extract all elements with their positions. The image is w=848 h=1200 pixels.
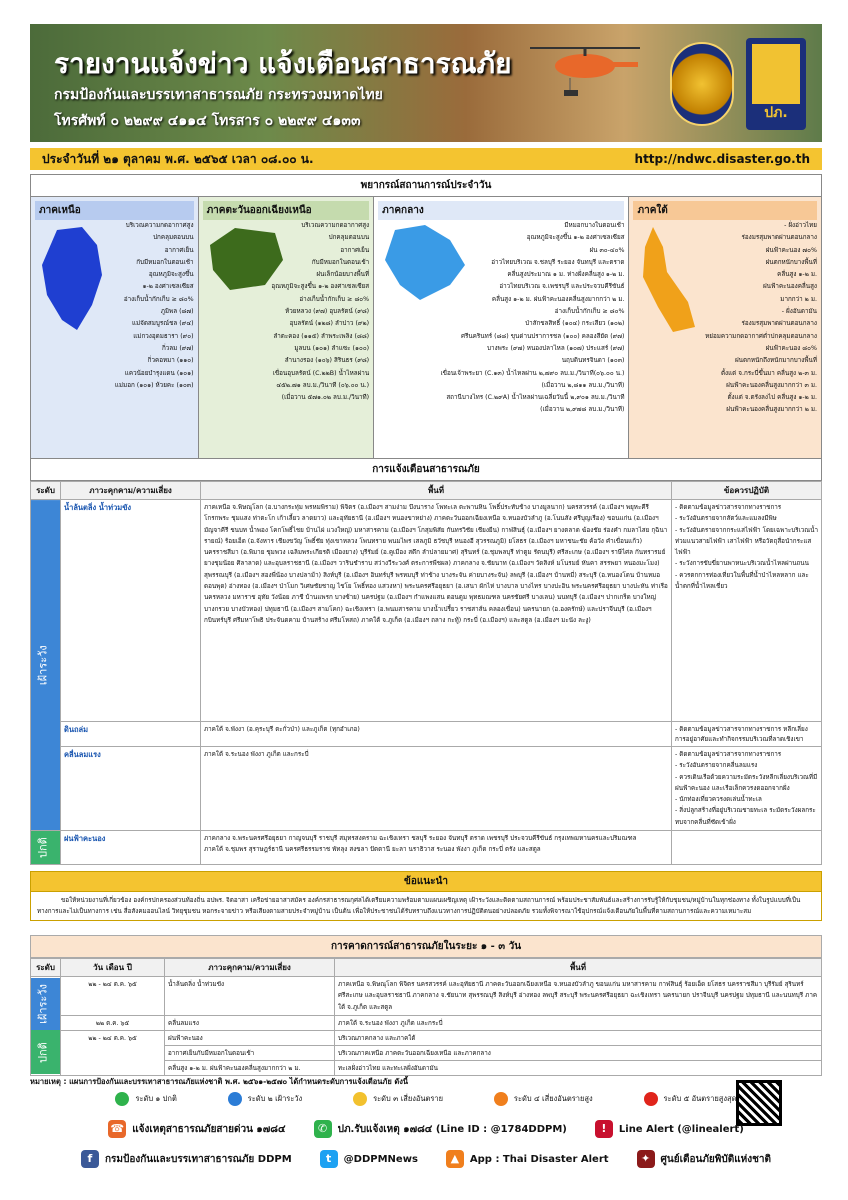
line-link[interactable]: [314, 1120, 567, 1138]
line-icon: ✆: [314, 1120, 332, 1138]
forecast-line: คลื่นสูงประมาณ ๑ ม. ห่างฝั่งคลื่นสูง ๑-๒ ม.: [507, 271, 625, 279]
table-row: [31, 831, 822, 865]
forecast-line: ป่าสักชลสิทธิ์ (๑๐๔) กระเสียว (๑๐๒): [525, 320, 625, 328]
warning-header-row: [31, 482, 822, 500]
outlook-area: ทะเลฝั่งอ่าวไทย และทะเลฝั่งอันดามัน: [335, 1060, 822, 1075]
area-landslide: ภาคใต้ จ.พังงา (อ.คุระบุรี ตะกั่วป่า) และภูเก็ต (ทุกอำเภอ): [201, 722, 672, 747]
legend-level-4: [494, 1092, 593, 1106]
red-dot-icon: [644, 1092, 658, 1106]
region-south: [629, 197, 821, 458]
forecast-line: (เมื่อวาน ๕๗๑.๐๒ ลบ.ม./วินาที): [281, 394, 370, 402]
hazard-landslide: ดินถล่ม: [61, 722, 201, 747]
action-flood: - ติดตามข้อมูลข่าวสารจากทางราชการ - ระวังอันตรายจากสัตว์และแมลงมีพิษ - ระวังอันตรายจากกระแสไฟฟ้า โดยเฉพาะบริเวณน้ำท่วมแนวสายไฟฟ้า เสาไฟฟ้า หรือวัตถุสื่อนำกระแสไฟฟ้า - ระวังการขับขี่ยานพาหนะบริเวณน้ำไหลผ่านถนน - ควรตกการท่องเที่ยวในพื้นที่น้ำป่าไหลหลาก และน้ำตกที่น้ำไหลเชี่ยว: [672, 500, 822, 722]
table-row: [31, 1030, 822, 1045]
forecast-line: บริเวณความกดอากาศสูง: [125, 222, 194, 229]
contact-line: โทรศัพท์ ๐ ๒๒๙๙ ๔๑๑๔ โทรสาร ๐ ๒๒๙๙ ๔๑๓๓: [54, 113, 361, 129]
website-link[interactable]: http://ndwc.disaster.go.th: [634, 152, 810, 166]
facebook-label: กรมป้องกันและบรรเทาสาธารณภัย DDPM: [104, 1154, 292, 1165]
date-bar: [30, 148, 822, 170]
hotline-label: แจ้งเหตุสาธารณภัยสายด่วน ๑๗๘๔: [132, 1124, 286, 1135]
forecast-line: กิ่วคอหมา (๑๑๐): [147, 357, 194, 365]
outlook-date: ๒๒ - ๒๔ ต.ค. ๖๕: [61, 1030, 165, 1075]
twitter-link[interactable]: [320, 1150, 418, 1168]
legend: [30, 1076, 822, 1106]
outlook-header-row: [31, 959, 822, 977]
outlook-col-hazard: ภาวะคุกคาม/ความเสี่ยง: [165, 959, 335, 977]
table-row: [31, 1015, 822, 1030]
green-dot-icon: [115, 1092, 129, 1106]
col-level: ระดับ: [31, 482, 61, 500]
outlook-hazard: ฝนฟ้าคะนอง: [165, 1030, 335, 1045]
forecast-line: ฝนตกหนักถึงหนักมากบางพื้นที่: [734, 357, 817, 365]
forecast-line: ภูมิพล (๘๗): [160, 308, 194, 316]
center-emblem-icon: ✦: [637, 1150, 655, 1168]
forecast-line: กับมีหมอกในตอนเช้า: [136, 258, 194, 266]
phone-icon: ☎: [108, 1120, 126, 1138]
forecast-line: มีหมอกบางในตอนเช้า: [564, 222, 625, 229]
app-label: App : Thai Disaster Alert: [469, 1154, 609, 1165]
region-south-title: ภาคใต้: [633, 201, 817, 220]
outlook-area: ภาคเหนือ จ.พิษณุโลก พิจิตร นครสวรรค์ และอุทัยธานี ภาคตะวันออกเฉียงเหนือ จ.หนองบัวลำภู ขอนแก่น มหาสารคาม กาฬสินธุ์ ร้อยเอ็ด ยโสธร นครราชสีมา บุรีรัมย์ สุรินทร์ ศรีสะเกษ และอุบลราชธานี ภาคกลาง จ.ชัยนาท สุพรรณบุรี สิงห์บุรี อ่างทอง ลพบุรี สระบุรี พระนครศรีอยุธยา ฉะเชิงเทรา นครนายก ปราจีนบุรี นครปฐม ปทุมธานี และนนทบุรี ภาคใต้ จ.ภูเก็ต และสตูล: [335, 977, 822, 1016]
legend-level-label: ระดับ ๓ เสี่ยงอันตราย: [373, 1094, 444, 1103]
forecast-line: ตั้งแต่ จ.กระบี่ขึ้นมา คลื่นสูง ๒-๓ ม.: [720, 369, 817, 377]
northeast-map-icon: [205, 225, 285, 295]
line-alert-label: Line Alert (@linealert): [618, 1124, 744, 1135]
forecast-line: นฤบดินทรจินดา (๑๐๓): [561, 357, 625, 365]
forecast-line: ๔๕๒.๗๑ ลบ.ม./วินาที (๐๖.๐๐ น.): [276, 381, 370, 389]
forecast-line: ฝน ๓๐-๔๐%: [589, 246, 625, 254]
outlook-date: ๒๒ - ๒๔ ต.ค. ๖๕: [61, 977, 165, 1016]
forecast-line: ปกคลุมตอนบน: [328, 234, 370, 242]
forecast-line: ๑-๒ องศาเซลเซียส: [142, 283, 194, 291]
area-flood: ภาคเหนือ จ.พิษณุโลก (อ.บางกระทุ่ม พรหมพิราม) พิจิตร (อ.เมืองฯ สามง่าม บึงนาราง โพทะเล ตะพานหิน โพธิ์ประทับช้าง บางมูลนาก) นครสวรรค์ (อ.เมืองฯ พยุหะคีรี โกรกพระ ชุมแสง ท่าตะโก เก้าเลี้ยว ลาดยาว) และอุทัยธานี (อ.เมืองฯ หนองขาหย่าง) ภาคตะวันออกเฉียงเหนือ จ.หนองบัวลำภู (อ.โนนสัง ศรีบุญเรือง) ขอนแก่น (อ.เมืองฯ มัญจาคีรี ชนบท น้ำพอง โคกโพธิ์ไชย บ้านไผ่ แวงใหญ่) มหาสารคาม (อ.เมืองฯ โกสุมพิสัย กันทรวิชัย เชียงยืน) กาฬสินธุ์ (อ.เมืองฯ ยางตลาด ฆ้องชัย ร่องคำ กมลาไสย กุฉินารายณ์) ร้อยเอ็ด (อ.จังหาร เชียงขวัญ โพธิ์ชัย ทุ่งเขาหลวง โพนทราย พนมไพร เสลภูมิ ธวัชบุรี หนองฮี สุวรรณภูมิ) ยโสธร (อ.เมืองฯ มหาชนะชัย ค้อวัง คำเขื่อนแก้ว) นครราชสีมา (อ.พิมาย ชุมพวง เฉลิมพระเกียรติ เมืองยาง) บุรีรัมย์ (อ.คูเมือง สตึก ลำปลายมาศ) สุรินทร์ (อ.ชุมพลบุรี ท่าตูม รัตนบุรี) ศรีสะเกษ (อ.เมืองฯ ราษีไศล กันทรารมย์ ยางชุมน้อย ศิลาลาด) และอุบลราชธานี (อ.เมืองฯ วารินชำราบ สว่างวีระวงศ์ ตระการพืชผล) ภาคกลาง จ.ชัยนาท (อ.เมืองฯ วัดสิงห์ มโนรมย์ หันคา สรรพยา หนองมะโมง) สุพรรณบุรี (อ.เมืองฯ สองพี่น้อง บางปลาม้า) สิงห์บุรี (อ.เมืองฯ อินทร์บุรี พรหมบุรี ท่าช้าง บางระจัน ค่ายบางระจัน) ลพบุรี (อ.เมืองฯ บ้านหมี่) สระบุรี (อ.หนองโดน บ้านหมอ ดอนพุด) อ่างทอง (อ.เมืองฯ ป่าโมก วิเศษชัยชาญ ไชโย โพธิ์ทอง แสวงหา) พระนครศรีอยุธยา (อ.เสนา ผักไห่ บางบาล บางไทร บางปะอิน พระนครศรีอยุธยา บางปะหัน ท่าเรือ นครหลวง มหาราช อุทัย วังน้อย ภาชี บ้านแพรก บางซ้าย) นครปฐม (อ.เมืองฯ กำแพงแสน ดอนตูม พุทธมณฑล นครชัยศรี บางเลน) นนทบุรี (อ.เมืองฯ ปากเกร็ด บางใหญ่ บางกรวย บางบัวทอง) ปทุมธานี (อ.เมืองฯ สามโคก) ฉะเชิงเทรา (อ.พนมสารคาม บางน้ำเปรี้ยว ราชสาส์น คลองเขื่อน) นครนายก (อ.องครักษ์) และปราจีนบุรี (อ.เมืองฯ กบินทร์บุรี ศรีมหาโพธิ ประจันตคาม บ้านสร้าง ศรีมโหสถ) ภาคใต้ จ.ภูเก็ต (อ.เมืองฯ ถลาง กะทู้) กระบี่ (อ.เมืองฯ) และสตูล (อ.เมืองฯ มะนัง ละงู): [201, 500, 672, 722]
forecast-line: ฝนฟ้าคะนอง ๗๐%: [765, 246, 817, 254]
report-page: [30, 24, 822, 1076]
contact-row-1: [30, 1120, 822, 1138]
table-row: [31, 500, 822, 722]
forecast-line: กับมีหมอกในตอนเช้า: [311, 258, 370, 266]
forecast-line: (เมื่อวาน ๒,๙๗๘ ลบ.ม./วินาที): [540, 406, 625, 414]
facebook-link[interactable]: [81, 1150, 292, 1168]
forecast-line: อุณหภูมิจะสูงขึ้น ๑-๒ องศาเซลเซียส: [271, 283, 370, 291]
hazard-storm: ฝนฟ้าคะนอง: [61, 831, 201, 865]
area-storm-south: ภาคใต้ จ.ชุมพร สุราษฎร์ธานี นครศรีธรรมราช พัทลุง สงขลา ปัตตานี ยะลา นราธิวาส ระนอง พังงา ภูเก็ต กระบี่ ตรัง และสตูล: [204, 846, 541, 854]
forecast-line: อ่าวไทยบริเวณ จ.ชลบุรี ระยอง จันทบุรี และตราด: [491, 258, 625, 266]
area-storm: [201, 831, 672, 865]
forecast-line: ตั้งแต่ จ.ตรังลงไป คลื่นสูง ๑-๒ ม.: [727, 394, 817, 402]
outlook-hazard: น้ำล้นตลิ่ง น้ำท่วมขัง: [165, 977, 335, 1016]
forecast-line: แม่จัดสมบูรณ์ชล (๙๔): [131, 320, 194, 328]
hazard-flood: น้ำล้นตลิ่ง น้ำท่วมขัง: [61, 500, 201, 722]
twitter-label: @DDPMNews: [343, 1154, 418, 1165]
region-north-title: ภาคเหนือ: [35, 201, 194, 220]
central-map-icon: [380, 225, 470, 305]
forecast-line: หย่อมความกดอากาศต่ำปกคลุมตอนกลาง: [705, 332, 817, 340]
forecast-line: อุบลรัตน์ (๑๒๘) ลำปาว (๙๒): [289, 320, 370, 328]
outlook-col-level: ระดับ: [31, 959, 61, 977]
forecast-regions: [30, 197, 822, 459]
action-wave: - ติดตามข้อมูลข่าวสารจากทางราชการ - ระวังอันตรายจากคลื่นลมแรง - ควรเดินเรือด้วยความระมัดระวังหลีกเลี่ยงบริเวณที่มีฝนฟ้าคะนอง และเรือเล็กควรงดออกจากฝั่ง - นักท่องเที่ยวควรงดเล่นน้ำทะเล - สิ่งปลูกสร้างที่อยู่บริเวณชายทะเล ระมัดระวังผลกระทบจากคลื่นที่ซัดเข้าฝั่ง: [672, 747, 822, 831]
forecast-line: - ฝั่งอ่าวไทย: [784, 222, 817, 229]
legend-level-5: [644, 1092, 737, 1106]
facebook-icon: f: [81, 1150, 99, 1168]
level-badge-watch: เฝ้าระวัง: [31, 500, 61, 831]
ministry-seal-icon: [670, 42, 734, 126]
forecast-line: อ่างเก็บน้ำกักเก็บ ≥ ๘๐%: [554, 308, 625, 316]
forecast-line: เขื่อนเจ้าพระยา (C.๑๓) น้ำไหลผ่าน ๒,๗๙๐ ลบ.ม./วินาที(๐๖.๐๐ น.): [440, 369, 625, 377]
hotline-link[interactable]: [108, 1120, 285, 1138]
col-hazard: ภาวะคุกคาม/ความเสี่ยง: [61, 482, 201, 500]
app-link[interactable]: [446, 1150, 609, 1168]
legend-note: หมายเหตุ : แผนการป้องกันและบรรเทาสาธารณภัยแห่งชาติ พ.ศ. ๒๕๖๑-๒๕๗๐ ได้กำหนดระดับการแจ้งเตือนภัย ดังนี้: [30, 1077, 409, 1086]
line-alert-link[interactable]: [595, 1120, 744, 1138]
report-title: รายงานแจ้งข่าว แจ้งเตือนสาธารณภัย: [54, 47, 512, 80]
twitter-icon: t: [320, 1150, 338, 1168]
forecast-line: แควน้อยบำรุงแดน (๑๐๑): [124, 369, 194, 377]
forecast-line: อากาศเย็น: [164, 246, 194, 254]
blue-dot-icon: [228, 1092, 242, 1106]
north-map-icon: [37, 225, 107, 335]
department-name: กรมป้องกันและบรรเทาสาธารณภัย กระทรวงมหาดไทย: [54, 87, 383, 103]
forecast-line: ลำตะคอง (๑๑๕) ลำพระเพลิง (๘๘): [273, 332, 370, 340]
legend-level-1: [115, 1092, 176, 1106]
south-map-icon: [633, 227, 699, 337]
center-label: ศูนย์เตือนภัยพิบัติแห่งชาติ: [660, 1154, 772, 1165]
area-wave: ภาคใต้ จ.ระนอง พังงา ภูเก็ต และกระบี่: [201, 747, 672, 831]
outlook-level-normal: ปกติ: [31, 1030, 61, 1075]
helicopter-icon: [530, 42, 640, 97]
region-north: [31, 197, 199, 458]
forecast-line: ศรีนครินทร์ (๘๘) ขุนด่านปราการชล (๑๐๐) คลองสียัด (๙๗): [461, 332, 625, 340]
hazard-wave: คลื่นลมแรง: [61, 747, 201, 831]
outlook-level-watch: เฝ้าระวัง: [31, 977, 61, 1031]
warning-title: การแจ้งเตือนสาธารณภัย: [30, 459, 822, 481]
forecast-line: สถานีบางไทร (C.๒๙A) น้ำไหลผ่านเฉลี่ยวันนี้ ๒,๙๐๑ ลบ.ม./วินาที: [446, 394, 625, 402]
legend-level-label: ระดับ ๒ เฝ้าระวัง: [247, 1094, 303, 1103]
region-central-title: ภาคกลาง: [378, 201, 624, 220]
forecast-line: (เมื่อวาน ๒,๘๑๑ ลบ.ม./วินาที): [541, 381, 625, 389]
ddpm-logo-text: ปภ.: [764, 105, 788, 121]
yellow-dot-icon: [353, 1092, 367, 1106]
region-central: [374, 197, 629, 458]
area-storm-central: ภาคกลาง จ.พระนครศรีอยุธยา กาญจนบุรี ราชบุรี สมุทรสงคราม ฉะเชิงเทรา ชลบุรี ระยอง จันทบุรี ตราด เพชรบุรี ประจวบคีรีขันธ์ กรุงเทพมหานครและปริมณฑล: [204, 835, 637, 843]
legend-level-2: [228, 1092, 303, 1106]
header-banner: [30, 24, 822, 142]
forecast-line: อุณหภูมิจะสูงขึ้น: [148, 271, 194, 279]
forecast-line: มูลบน (๑๐๑) ลำแซะ (๑๐๐): [294, 344, 370, 352]
legend-level-label: ระดับ ๑ ปกติ: [135, 1094, 177, 1103]
level-badge-normal: ปกติ: [31, 831, 61, 865]
forecast-line: ห้วยหลวง (๙๗) อุบลรัตน์ (๙๘): [285, 308, 370, 316]
forecast-line: ร่องมรสุมพาดผ่านตอนกลาง: [741, 320, 817, 328]
forecast-line: เขื่อนอุบลรัตน์ (C.๒๒B) น้ำไหลผ่าน: [272, 369, 370, 377]
forecast-line: ฝนตกหนักบางพื้นที่: [765, 258, 817, 266]
legend-level-label: ระดับ ๔ เสี่ยงอันตรายสูง: [513, 1094, 593, 1103]
action-landslide: - ติดตามข้อมูลข่าวสารจากทางราชการ หลีกเลี่ยงการอยู่อาศัยและทำกิจกรรมบริเวณที่ลาดเชิงเขา: [672, 722, 822, 747]
outlook-hazard: คลื่นสูง ๑-๒ ม. ฝนฟ้าคะนองคลื่นสูงมากกว่า ๒ ม.: [165, 1060, 335, 1075]
line-label: ปภ.รับแจ้งเหตุ ๑๗๘๔ (Line ID : @1784DDPM): [337, 1124, 567, 1135]
forecast-line: คลื่นสูง ๑-๒ ม. ฝนฟ้าคะนองคลื่นสูงมากกว่า ๒ ม.: [491, 295, 625, 303]
ddpm-logo-icon: [746, 38, 806, 130]
forecast-line: แม่กวงอุดมธารา (๙๐): [133, 332, 194, 340]
forecast-line: ฝนฟ้าคะนอง ๘๐%: [765, 344, 817, 352]
outlook-table: [30, 958, 822, 1076]
col-action: ข้อควรปฏิบัติ: [672, 482, 822, 500]
alert-icon: !: [595, 1120, 613, 1138]
advice-title: ข้อแนะนำ: [30, 871, 822, 892]
forecast-line: ปกคลุมตอนบน: [153, 234, 194, 242]
outlook-col-date: วัน เดือน ปี: [61, 959, 165, 977]
forecast-line: ฝนเล็กน้อยบางพื้นที่: [316, 271, 370, 279]
outlook-date: ๒๒ ต.ค. ๖๕: [61, 1015, 165, 1030]
forecast-line: แม่มอก (๑๐๑) ห้วยคะ (๑๐๓): [114, 381, 194, 389]
action-storm: [672, 831, 822, 865]
forecast-line: กิ่วลม (๙๗): [161, 344, 194, 352]
legend-level-3: [353, 1092, 443, 1106]
forecast-line: อ่างเก็บน้ำกักเก็บ ≥ ๘๐%: [299, 295, 370, 303]
outlook-hazard: คลื่นลมแรง: [165, 1015, 335, 1030]
outlook-hazard: อากาศเย็นกับมีหมอกในตอนเช้า: [165, 1045, 335, 1060]
forecast-line: อ่างเก็บน้ำกักเก็บ ≥ ๘๐%: [123, 295, 194, 303]
contact-row-2: [30, 1150, 822, 1168]
forecast-line: มากกว่า ๒ ม.: [780, 295, 817, 303]
warning-table: [30, 481, 822, 865]
outlook-area: บริเวณภาคกลาง และภาคใต้: [335, 1030, 822, 1045]
forecast-line: คลื่นสูง ๑-๒ ม.: [777, 271, 817, 279]
table-row: [31, 722, 822, 747]
center-link[interactable]: [637, 1150, 772, 1168]
region-northeast: [199, 197, 375, 458]
forecast-line: - ฝั่งอันดามัน: [781, 308, 817, 316]
outlook-area: ภาคใต้ จ.ระนอง พังงา ภูเก็ต และกระบี่: [335, 1015, 822, 1030]
outlook-area: บริเวณภาคเหนือ ภาคตะวันออกเฉียงเหนือ และภาคกลาง: [335, 1045, 822, 1060]
forecast-line: ลำนางรอง (๑๐๖) สิรินธร (๙๘): [284, 357, 370, 365]
col-area: พื้นที่: [201, 482, 672, 500]
table-row: [31, 747, 822, 831]
forecast-line: อ่าวไทยบริเวณ จ.เพชรบุรี และประจวบคีรีขันธ์: [499, 283, 625, 291]
forecast-line: ฝนฟ้าคะนองคลื่นสูงมากกว่า ๓ ม.: [726, 381, 817, 389]
hand-emblem: [752, 44, 800, 104]
legend-levels: [90, 1092, 762, 1106]
forecast-line: บริเวณความกดอากาศสูง: [301, 222, 370, 229]
forecast-line: ร่องมรสุมพาดผ่านตอนกลาง: [741, 234, 817, 242]
report-date: ประจำวันที่ ๒๑ ตุลาคม พ.ศ. ๒๕๖๕ เวลา ๐๘.๐๐ น.: [42, 151, 314, 166]
forecast-line: บางพระ (๙๗) หนองปลาไหล (๑๐๗) ประแสร์ (๙๗): [487, 344, 625, 352]
advice-text: ขอให้หน่วยงานที่เกี่ยวข้อง องค์กรปกครองส่วนท้องถิ่น อปพร. จิตอาสา เครือข่ายอาสาสมัคร องค์กรสาธารณกุศลได้เตรียมความพร้อมตามแผนเผชิญเหตุ เฝ้าระวังและติดตามสถานการณ์ พร้อมประชาสัมพันธ์และสร้างการรับรู้ให้กับชุมชน/หมู่บ้านในทุกช่องทาง ทั้งในรูปแบบที่เป็นทางการและไม่เป็นทางการ เช่น สื่อสังคมออนไลน์ วิทยุชุมชน หอกระจายข่าว หรือเสียงตามสายประจำหมู่บ้าน เป็นต้น เพื่อให้ประชาชนได้รับทราบถึงแนวทางการปฏิบัติตนอย่างปลอดภัย รวมทั้งพิจารณาใช้อุปกรณ์แจ้งเตือนภัยในพื้นที่ตามสถานการณ์และความเหมาะสม: [30, 892, 822, 921]
forecast-line: อุณหภูมิจะสูงขึ้น ๑-๒ องศาเซลเซียส: [526, 234, 625, 242]
forecast-line: ฝนฟ้าคะนองคลื่นสูง: [762, 283, 817, 291]
orange-dot-icon: [494, 1092, 508, 1106]
outlook-title: การคาดการณ์สาธารณภัยในระยะ ๑ - ๓ วัน: [30, 935, 822, 958]
outlook-col-area: พื้นที่: [335, 959, 822, 977]
app-icon: ▲: [446, 1150, 464, 1168]
forecast-line: ฝนฟ้าคะนองคลื่นสูงมากกว่า ๒ ม.: [726, 406, 817, 414]
region-northeast-title: ภาคตะวันออกเฉียงเหนือ: [203, 201, 370, 220]
legend-level-label: ระดับ ๕ อันตรายสูงสุด: [663, 1094, 737, 1103]
forecast-title: พยากรณ์สถานการณ์ประจำวัน: [30, 174, 822, 197]
forecast-line: อากาศเย็น: [340, 246, 370, 254]
table-row: [31, 977, 822, 1016]
